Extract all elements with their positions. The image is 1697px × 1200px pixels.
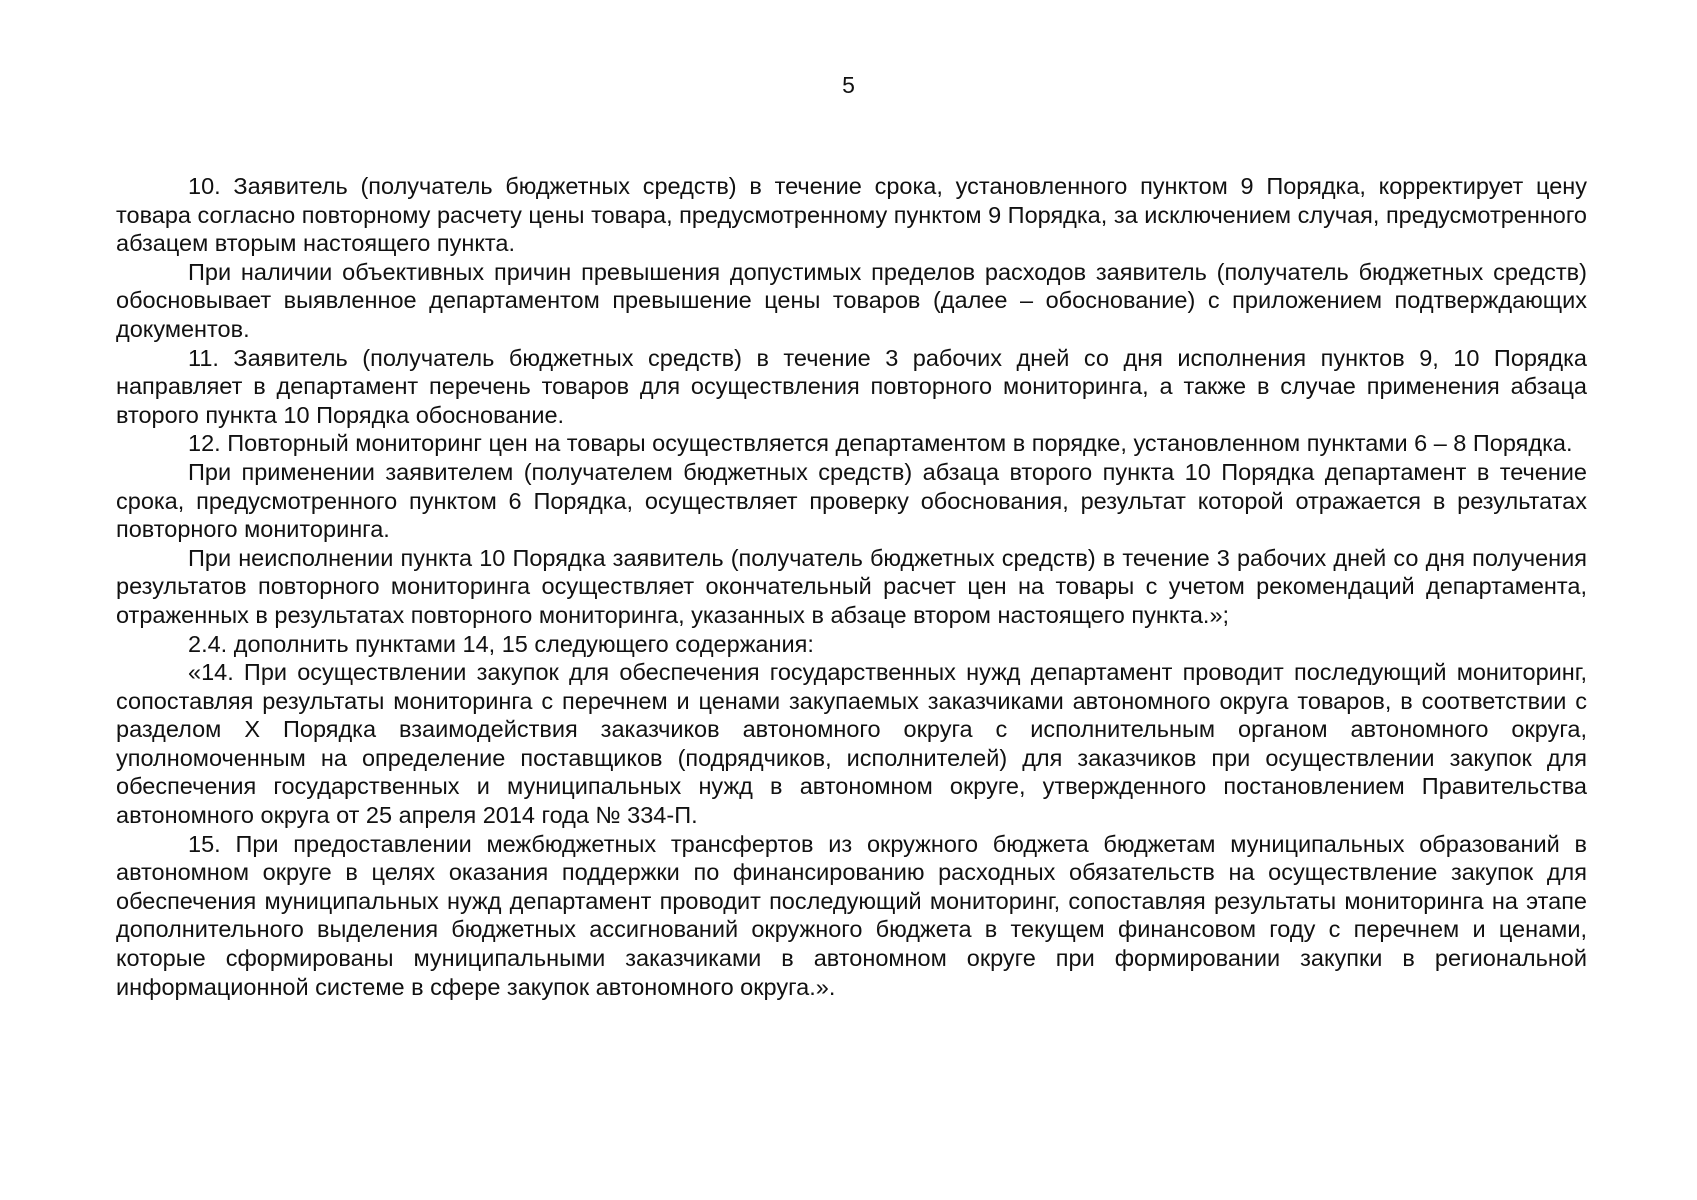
paragraph-12-application: При применении заявителем (получателем бюджетных средств) абзаца второго пункта 10 Порядка департамент в течение срока, предусмотренного пунктом 6 Порядка, осуществляет проверку обоснования, результат которой отражается в результатах повторного мониторинга. — [116, 458, 1587, 543]
paragraph-2-4: 2.4. дополнить пунктами 14, 15 следующего содержания: — [188, 630, 814, 657]
paragraph-12: 12. Повторный мониторинг цен на товары осуществляется департаментом в порядке, установленном пунктами 6 – 8 Порядка. — [188, 430, 1573, 457]
page-number: 5 — [842, 72, 855, 98]
paragraph-10-justification: При наличии объективных причин превышения допустимых пределов расходов заявитель (получатель бюджетных средств) обосновывает выявленное департаментом превышение цены товаров (далее – обоснование) с приложением подтверждающих документов. — [116, 258, 1587, 342]
paragraph-12-nonfulfillment: При неисполнении пункта 10 Порядка заявитель (получатель бюджетных средств) в течение 3 рабочих дней со дня получения результатов повторного мониторинга осуществляет окончательный расчет цен на товары с учетом рекомендаций департамента, отраженных в результатах повторного мониторинга, указанных в абзаце втором настоящего пункта.»; — [116, 544, 1587, 628]
paragraph-10: 10. Заявитель (получатель бюджетных средств) в течение срока, установленного пунктом 9 Порядка, корректирует цену товара согласно повторному расчету цены товара, предусмотренному пунктом 9 Порядка, за исключением случая, предусмотренного абзацем вторым настоящего пункта. — [116, 173, 1587, 257]
paragraph-15: 15. При предоставлении межбюджетных трансфертов из окружного бюджета бюджетам муниципальных образований в автономном округе в целях оказания поддержки по финансированию расходных обязательств на осуществление закупок для обеспечения муниципальных нужд департамент проводит последующий мониторинг, сопоставляя результаты мониторинга на этапе дополнительного выделения бюджетных ассигнований окружного бюджета в текущем финансовом году с перечнем и ценами, которые сформированы муниципальными заказчиками в автономном округе при формировании закупки в региональной информационной системе в сфере закупок автономного округа.». — [116, 830, 1587, 1000]
document-body — [116, 172, 1587, 1001]
paragraph-14: «14. При осуществлении закупок для обеспечения государственных нужд департамент проводит последующий мониторинг, сопоставляя результаты мониторинга с перечнем и ценами закупаемых заказчиками автономного округа товаров, в соответствии с разделом X Порядка взаимодействия заказчиков автономного округа с исполнительным органом автономного округа, уполномоченным на определение поставщиков (подрядчиков, исполнителей) для заказчиков при осуществлении закупок для обеспечения государственных и муниципальных нужд в автономном округе, утвержденного постановлением Правительства автономного округа от 25 апреля 2014 года № 334-П. — [116, 659, 1587, 829]
paragraph-11: 11. Заявитель (получатель бюджетных средств) в течение 3 рабочих дней со дня исполнения пунктов 9, 10 Порядка направляет в департамент перечень товаров для осуществления повторного мониторинга, а также в случае применения абзаца второго пункта 10 Порядка обоснование. — [116, 344, 1587, 428]
